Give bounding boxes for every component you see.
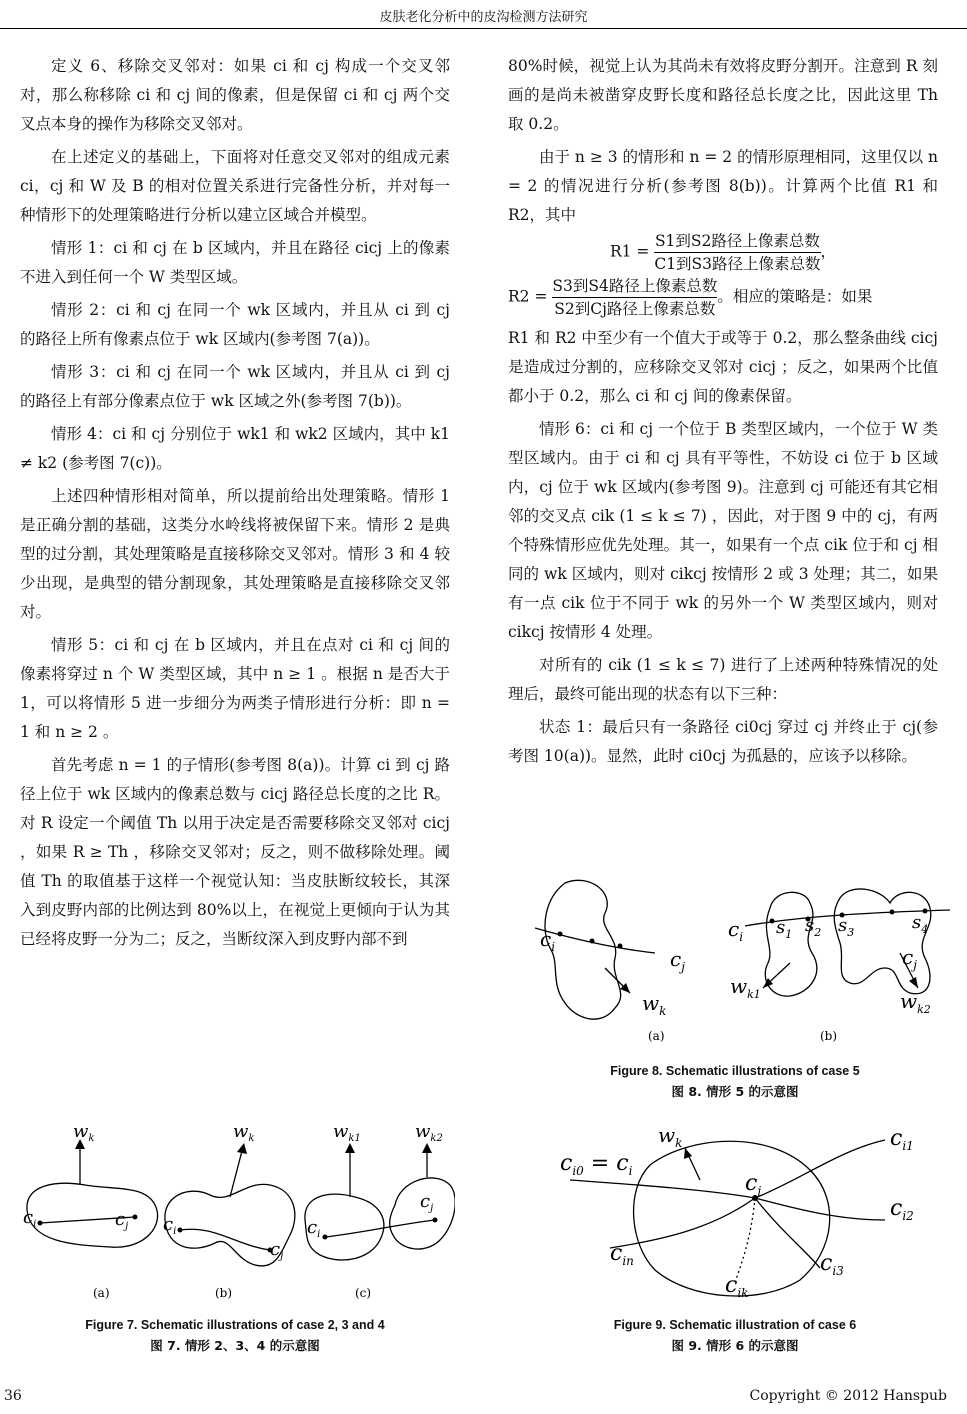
running-header: 皮肤老化分析中的皮沟检测方法研究 [379, 10, 588, 25]
fig9-ci1-label: $c_{i1}$ [890, 1126, 914, 1153]
figure-8-caption-en: Figure 8. Schematic illustrations of case 5 [610, 1064, 860, 1078]
paragraph-n1: 首先考虑 n = 1 的子情形(参考图 8(a))。计算 ci 到 cj 路径上位于 wk 区域内的像素总数与 cicj 路径总长度的之比 R。对 R 设定一个阈值 Th 以用于决定是否需要移除交叉邻对 cicj ，如果 R ≥ Th ，移除交叉邻对；反之，则不做移除处理。阈值 Th 的取值基于这样一个视觉认知：当皮肤断纹较长，其深入到皮野内部的比例达到 80%以上，在视觉上更倾向于认为其已经将皮野一分为二；反之，当断纹深入到皮野内部不到 [20, 756, 450, 948]
figure-7-caption-en: Figure 7. Schematic illustrations of case 2, 3 and 4 [85, 1318, 385, 1332]
right-column [508, 52, 938, 775]
fig8b-region-wk2 [834, 889, 931, 994]
fig7a-region [27, 1183, 158, 1247]
fig8b-s1-label: $s_1$ [776, 917, 793, 941]
fig7-sub-c: (c) [355, 1286, 372, 1300]
fig7b-wk-label: $w_k$ [233, 1125, 255, 1144]
formula-r2-tail: 。相应的策略是：如果 [717, 287, 873, 306]
fig7-sub-b: (b) [215, 1286, 233, 1300]
fig7c-wk1-label: $w_{k1}$ [333, 1125, 361, 1144]
fig7c-region-wk2 [390, 1178, 455, 1249]
fig9-wk-label: $w_k$ [658, 1123, 683, 1150]
r1-denominator: C1到S3路径上像素总数 [654, 255, 821, 273]
fig9-ci3-label: $c_{i3}$ [820, 1251, 844, 1278]
fig8b-s4-label: $s_4$ [912, 912, 929, 936]
paragraph-threshold: 80%时候，视觉上认为其尚未有效将皮野分割开。注意到 R 刻画的是尚未被凿穿皮野长度和路径总长度之比，因此这里 Th 取 0.2。 [508, 57, 938, 133]
fig9-path-cik [735, 1198, 755, 1282]
fig9-cik-label: $c_{ik}$ [725, 1273, 749, 1300]
fig7b-cj-label: $c_j$ [270, 1239, 284, 1262]
fig7-sub-a: (a) [93, 1286, 110, 1300]
case-5: 情形 5：ci 和 cj 在 b 区域内，并且在点对 ci 和 cj 间的像素将穿过 n 个 W 类型区域，其中 n ≥ 1 。根据 n 是否大于 1，可以将情形 5 进一步细分为两类子情形进行分析：即 n = 1 和 n ≥ 2 。 [20, 636, 450, 741]
fig8a-cj-label: $c_j$ [670, 947, 685, 974]
header-rule [0, 28, 967, 29]
r2-denominator: S2到Cj路径上像素总数 [554, 300, 716, 318]
fig8b-wk2-label: $w_{k2}$ [900, 989, 931, 1016]
case-4: 情形 4：ci 和 cj 分别位于 wk1 和 wk2 区域内，其中 k1 ≠ k2 (参考图 7(c))。 [20, 425, 450, 472]
fig7a-wk-label: $w_k$ [73, 1125, 95, 1144]
fig9-cj-label: $c_j$ [745, 1171, 762, 1198]
paragraph-n2 [508, 143, 938, 320]
figure-7-diagram [15, 1125, 455, 1310]
copyright: Copyright © 2012 Hanspub [749, 1388, 947, 1404]
fig7b-ci-label: $c_i$ [163, 1214, 177, 1237]
state-1: 状态 1：最后只有一条路径 ci0cj 穿过 cj 并终止于 cj(参考图 10(a))。显然，此时 ci0cj 为孤悬的，应该予以移除。 [508, 718, 938, 765]
fig8b-s2-label: $s_2$ [805, 915, 822, 939]
fig7c-ci-label: $c_i$ [307, 1217, 321, 1240]
figure-9-caption-zh: 图 9. 情形 6 的示意图 [671, 1338, 799, 1353]
fig8b-cj-label: $c_j$ [902, 945, 917, 972]
fig7a-cj-label: $c_j$ [115, 1209, 129, 1232]
fig8b-ci-label: $c_i$ [728, 917, 744, 944]
fig8a-region-wk [545, 880, 621, 1019]
fig8a-wk-label: $w_k$ [642, 991, 667, 1018]
fig9-path-cin [610, 1198, 755, 1248]
fig7a-ci-label: $c_i$ [23, 1207, 37, 1230]
fig8b-wk1-label: $w_{k1}$ [730, 974, 761, 1001]
fig7c-cj-label: $c_j$ [420, 1191, 434, 1214]
r2-numerator: S3到S4路径上像素总数 [552, 275, 717, 298]
paragraph-strategy: 上述四种情形相对简单，所以提前给出处理策略。情形 1 是正确分割的基础，这类分水岭线将被保留下来。情形 2 是典型的过分割，其处理策略是直接移除交叉邻对。情形 3 和 4 较少出现，是典型的错分割现象，其处理策略是直接移除交叉邻对。 [20, 487, 450, 621]
fig9-cin-label: $c_{in}$ [610, 1241, 634, 1268]
fig7c-wk2-label: $w_{k2}$ [415, 1125, 443, 1144]
paragraph-r-strategy: R1 和 R2 中至少有一个值大于或等于 0.2，那么整条曲线 cicj 是造成过分割的，应移除交叉邻对 cicj ；反之，如果两个比值都小于 0.2，那么 ci 和 cj 间的像素保留。 [508, 329, 938, 405]
page-number: 36 [4, 1388, 22, 1404]
paragraph-analysis-intro: 在上述定义的基础上，下面将对任意交叉邻对的组成元素 ci，cj 和 W 及 B 的相对位置关系进行完备性分析，并对每一种情形下的处理策略进行分析以建立区域合并模型。 [20, 148, 450, 224]
fig9-ci0-label: $c_{i0} = c_i$ [560, 1151, 633, 1178]
fig8-sub-b: (b) [820, 1029, 838, 1043]
figure-8-caption-zh: 图 8. 情形 5 的示意图 [671, 1084, 799, 1099]
fig9-path-ci2 [755, 1198, 885, 1220]
case-6: 情形 6：ci 和 cj 一个位于 B 类型区域内，一个位于 W 类型区域内。由于 ci 和 cj 具有平等性，不妨设 ci 位于 b 区域内，cj 位于 wk 区域内(参考图 9)。注意到 cj 可能还有其它相邻的交叉点 cik (1 ≤ k ≤ 7) ，因此，对于图 9 中的 cj，有两个特殊情形应优先处理。其一，如果有一个点 cik 位于和 cj 相同的 wk 区域内，则对 cikcj 按情形 2 或 3 处理；其二，如果有一点 cik 位于不同于 wk 的另外一个 W 类型区域内，则对 cikcj 按情形 4 处理。 [508, 420, 938, 641]
figure-9-diagram [540, 1120, 940, 1310]
left-column [20, 52, 450, 958]
fig9-path-ci-cj [570, 1180, 755, 1198]
fig8b-region-wk1 [765, 892, 817, 996]
definition-6: 定义 6、移除交叉邻对：如果 ci 和 cj 构成一个交叉邻对，那么称移除 ci 和 cj 间的像素，但是保留 ci 和 cj 两个交叉点本身的操作为移除交叉邻对。 [20, 57, 450, 133]
figure-9-caption-en: Figure 9. Schematic illustration of case 6 [613, 1318, 857, 1332]
fig9-ci2-label: $c_{i2}$ [890, 1196, 914, 1223]
paragraph-special-cases: 对所有的 cik (1 ≤ k ≤ 7) 进行了上述两种特殊情况的处理后，最终可能出现的状态有以下三种： [508, 656, 938, 703]
formula-r2: R2 = S3到S4路径上像素总数 S2到Cj路径上像素总数 。相应的策略是：如果 [508, 277, 873, 318]
fig9-path-ci3 [755, 1198, 820, 1268]
fig8a-ci-label: $c_i$ [540, 927, 556, 954]
paragraph-n2-text: 由于 n ≥ 3 的情形和 n = 2 的情形原理相同，这里仅以 n = 2 的情况进行分析(参考图 8(b))。计算两个比值 R1 和 R2，其中 [508, 148, 938, 224]
figure-7-caption-zh: 图 7. 情形 2、3、4 的示意图 [150, 1338, 320, 1353]
figure-8-diagram [520, 868, 960, 1053]
case-3: 情形 3：ci 和 cj 在同一个 wk 区域内，并且从 ci 到 cj 的路径上有部分像素点位于 wk 区域之外(参考图 7(b))。 [20, 363, 450, 410]
fig8b-s3-label: $s_3$ [838, 915, 855, 939]
fig8-sub-a: (a) [648, 1029, 665, 1043]
case-2: 情形 2：ci 和 cj 在同一个 wk 区域内，并且从 ci 到 cj 的路径上所有像素点位于 wk 区域内(参考图 7(a))。 [20, 301, 450, 348]
formula-r1: R1 = S1到S2路径上像素总数 C1到S3路径上像素总数 ， [609, 232, 837, 273]
case-1: 情形 1：ci 和 cj 在 b 区域内，并且在路径 cicj 上的像素不进入到任何一个 W 类型区域。 [20, 239, 450, 286]
r1-numerator: S1到S2路径上像素总数 [654, 230, 820, 253]
